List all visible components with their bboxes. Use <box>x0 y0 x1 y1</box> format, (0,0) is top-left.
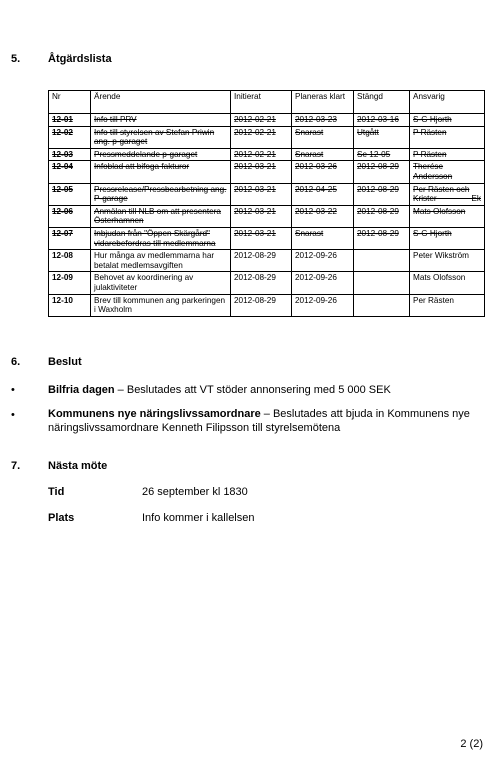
cell-initierat: 2012-08-29 <box>231 294 292 316</box>
cell-initierat: 2012-03-21 <box>231 205 292 227</box>
cell-planeras: 2012-04-25 <box>292 183 354 205</box>
page-number: 2 (2) <box>460 738 483 750</box>
cell-planeras: 2012-03-22 <box>292 205 354 227</box>
cell-arende: Pressmeddelande p-garaget <box>91 148 231 161</box>
cell-stangd: 2012-08-29 <box>354 227 410 249</box>
section-5-title: Åtgärdslista <box>48 53 112 65</box>
cell-initierat: 2012-03-21 <box>231 183 292 205</box>
cell-initierat: 2012-03-21 <box>231 227 292 249</box>
cell-nr: 12-10 <box>49 294 91 316</box>
table-header-row <box>49 91 485 114</box>
cell-arende: Hur många av medlemmarna har betalat medlemsavgiften <box>91 250 231 272</box>
cell-arende: Behovet av koordinering av julaktiviteter <box>91 272 231 294</box>
cell-initierat: 2012-02-21 <box>231 148 292 161</box>
table-row <box>49 227 485 249</box>
cell-nr: 12-01 <box>49 114 91 127</box>
cell-ansvarig: Mats Olofsson <box>410 205 485 227</box>
header-nr: Nr <box>49 91 91 114</box>
cell-stangd <box>354 294 410 316</box>
cell-arende: Anmälan till NLB om att presentera Österhamnen <box>91 205 231 227</box>
cell-arende: Infoblad att bifoga fakturor <box>91 161 231 183</box>
table-row <box>49 114 485 127</box>
cell-stangd: Utgått <box>354 126 410 148</box>
cell-initierat: 2012-02-21 <box>231 114 292 127</box>
section-7-number: 7. <box>11 460 21 472</box>
table-row <box>49 250 485 272</box>
cell-planeras: 2012-09-26 <box>292 272 354 294</box>
section-5-number: 5. <box>11 53 21 65</box>
cell-planeras: 2012-09-26 <box>292 250 354 272</box>
cell-nr: 12-05 <box>49 183 91 205</box>
tid-value: 26 september kl 1830 <box>142 486 248 498</box>
cell-nr: 12-04 <box>49 161 91 183</box>
cell-ansvarig: Therése Andersson <box>410 161 485 183</box>
table-row <box>49 183 485 205</box>
cell-ansvarig: P Rästen <box>410 126 485 148</box>
cell-nr: 12-03 <box>49 148 91 161</box>
cell-ansvarig: P Rästen <box>410 148 485 161</box>
cell-initierat: 2012-08-29 <box>231 250 292 272</box>
beslut-item-title: Kommunens nye näringslivssamordnare <box>48 408 261 420</box>
cell-arende: Pressrelease/Pressbearbetning ang. P-garage <box>91 183 231 205</box>
cell-nr: 12-09 <box>49 272 91 294</box>
table-row <box>49 272 485 294</box>
cell-arende: Inbjudan från "Öppen Skärgård" vidarebefordras till medlemmarna <box>91 227 231 249</box>
beslut-item-text: – Beslutades att VT stöder annonsering med 5 000 SEK <box>114 384 391 396</box>
header-arende: Ärende <box>91 91 231 114</box>
cell-ansvarig: Mats Olofsson <box>410 272 485 294</box>
section-6-title: Beslut <box>48 356 82 368</box>
cell-arende: Info till styrelsen av Stefan Priwin ang. p-garaget <box>91 126 231 148</box>
beslut-item <box>48 383 488 397</box>
header-stangd: Stängd <box>354 91 410 114</box>
cell-ansvarig: S-G Hjorth <box>410 114 485 127</box>
header-planeras: Planeras klart <box>292 91 354 114</box>
cell-nr: 12-07 <box>49 227 91 249</box>
plats-label: Plats <box>48 512 75 524</box>
action-table <box>48 90 485 317</box>
cell-stangd <box>354 272 410 294</box>
cell-initierat: 2012-02-21 <box>231 126 292 148</box>
cell-initierat: 2012-08-29 <box>231 272 292 294</box>
cell-stangd: Se 12-05 <box>354 148 410 161</box>
cell-stangd: 2012-08-29 <box>354 161 410 183</box>
cell-ansvarig: Per Rästen <box>410 294 485 316</box>
beslut-item-title: Bilfria dagen <box>48 384 115 396</box>
cell-arende: Info till PRV <box>91 114 231 127</box>
cell-arende: Brev till kommunen ang parkeringen i Waxholm <box>91 294 231 316</box>
cell-planeras: Snarast <box>292 148 354 161</box>
cell-ansvarig: Peter Wikström <box>410 250 485 272</box>
table-row <box>49 161 485 183</box>
table-row <box>49 205 485 227</box>
bullet-icon: • <box>11 409 15 421</box>
section-6-number: 6. <box>11 356 21 368</box>
cell-nr: 12-06 <box>49 205 91 227</box>
cell-stangd <box>354 250 410 272</box>
bullet-icon: • <box>11 384 15 396</box>
section-7-title: Nästa möte <box>48 460 108 472</box>
cell-planeras: Snarast <box>292 126 354 148</box>
cell-planeras: 2012-03-26 <box>292 161 354 183</box>
cell-planeras: Snarast <box>292 227 354 249</box>
tid-label: Tid <box>48 486 65 498</box>
cell-stangd: 2012-03-16 <box>354 114 410 127</box>
header-ansvarig: Ansvarig <box>410 91 485 114</box>
cell-planeras: 2012-09-26 <box>292 294 354 316</box>
beslut-item <box>48 407 488 435</box>
header-initierat: Initierat <box>231 91 292 114</box>
beslut-item-text: – Beslutades att bjuda in Kommunens nye näringslivssamordnare Kenneth Filipsson till styrelsemötena <box>48 408 470 434</box>
cell-planeras: 2012-03-23 <box>292 114 354 127</box>
cell-stangd: 2012-08-29 <box>354 205 410 227</box>
table-row <box>49 294 485 316</box>
cell-nr: 12-08 <box>49 250 91 272</box>
cell-ansvarig: Per Rästen och Krister Ek <box>410 183 485 205</box>
table-row <box>49 126 485 148</box>
table-row <box>49 148 485 161</box>
plats-value: Info kommer i kallelsen <box>142 512 255 524</box>
cell-stangd: 2012-08-29 <box>354 183 410 205</box>
cell-nr: 12-02 <box>49 126 91 148</box>
cell-initierat: 2012-03-21 <box>231 161 292 183</box>
cell-ansvarig: S-G Hjorth <box>410 227 485 249</box>
